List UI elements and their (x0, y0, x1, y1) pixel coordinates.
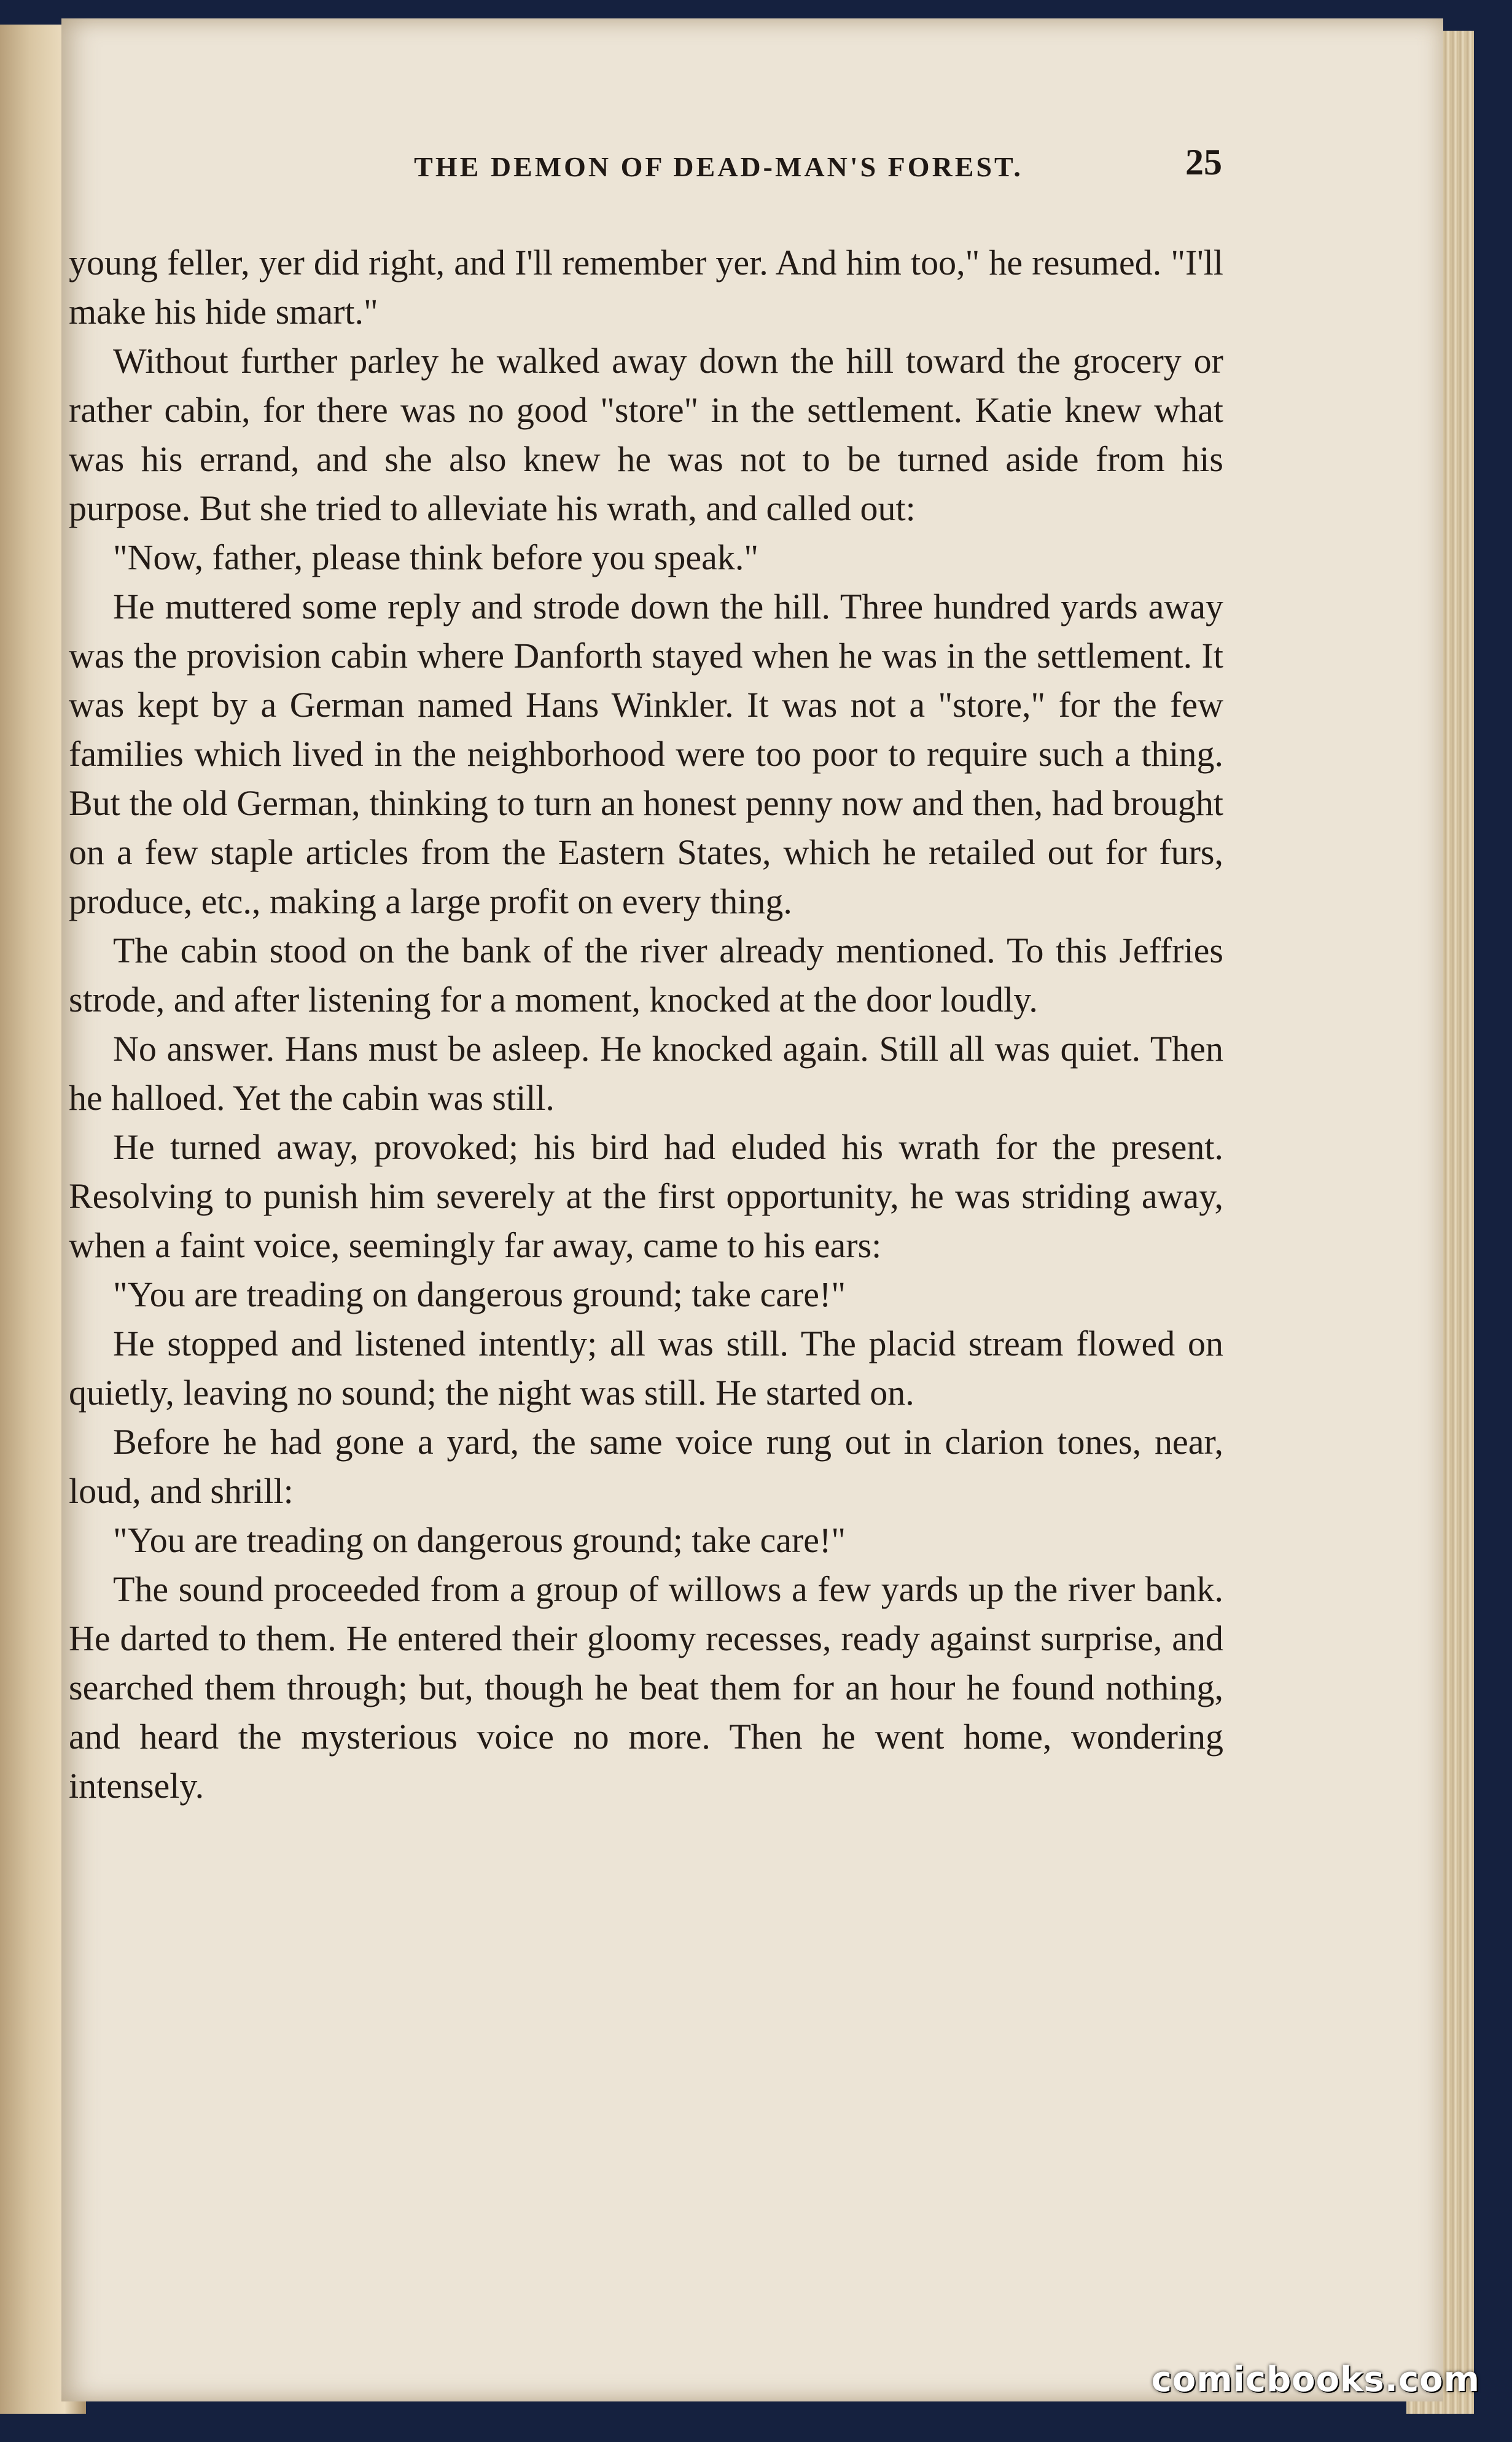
paragraph: "You are treading on dangerous ground; take care!" (113, 1274, 846, 1314)
paragraph: The sound proceeded from a group of willows a few yards up the river bank. He darted to them. He entered their gloomy recesses, ready against surprise, and searched them through; but, though he beat them for an hour he found nothing, and heard the mysterious voice no more. Then he went home, wondering intensely. (69, 1569, 1223, 1806)
paragraph: He turned away, provoked; his bird had eluded his wrath for the present. Resolving to punish him severely at the first opportunity, he was striding away, when a faint voice, seemingly far away, came to his ears: (69, 1127, 1223, 1265)
paragraph: Before he had gone a yard, the same voice rung out in clarion tones, near, loud, and shrill: (69, 1422, 1223, 1511)
site-watermark: comicbooks.com (1151, 2360, 1480, 2400)
paragraph: No answer. Hans must be asleep. He knocked again. Still all was quiet. Then he halloed. Yet the cabin was still. (69, 1029, 1223, 1118)
paragraph: The cabin stood on the bank of the river already mentioned. To this Jeffries strode, and after listening for a moment, knocked at the door loudly. (69, 930, 1223, 1020)
paragraph: young feller, yer did right, and I'll remember yer. And him too," he resumed. "I'll make his hide smart." (69, 243, 1223, 332)
paragraph: Without further parley he walked away down the hill toward the grocery or rather cabin, for there was no good "store" in the settlement. Katie knew what was his errand, and she also knew he was not to be turned aside from his purpose. But she tried to alleviate his wrath, and called out: (69, 341, 1223, 528)
paragraph: He stopped and listened intently; all was still. The placid stream flowed on quietly, leaving no sound; the night was still. He started on. (69, 1324, 1223, 1413)
paragraph: "Now, father, please think before you speak." (113, 537, 759, 577)
body-text (69, 238, 1223, 1811)
running-title: THE DEMON OF DEAD-MAN'S FOREST. (414, 151, 1023, 182)
paragraph: "You are treading on dangerous ground; take care!" (113, 1520, 846, 1560)
page-number: 25 (1185, 142, 1222, 182)
paragraph: He muttered some reply and strode down the hill. Three hundred yards away was the provision cabin where Danforth stayed when he was in the settlement. It was kept by a German named Hans Winkler. It was not a "store," for the few families which lived in the neighborhood were too poor to require such a thing. But the old German, thinking to turn an honest penny now and then, had brought on a few staple articles from the Eastern States, which he retailed out for furs, produce, etc., making a large profit on every thing. (69, 587, 1223, 921)
